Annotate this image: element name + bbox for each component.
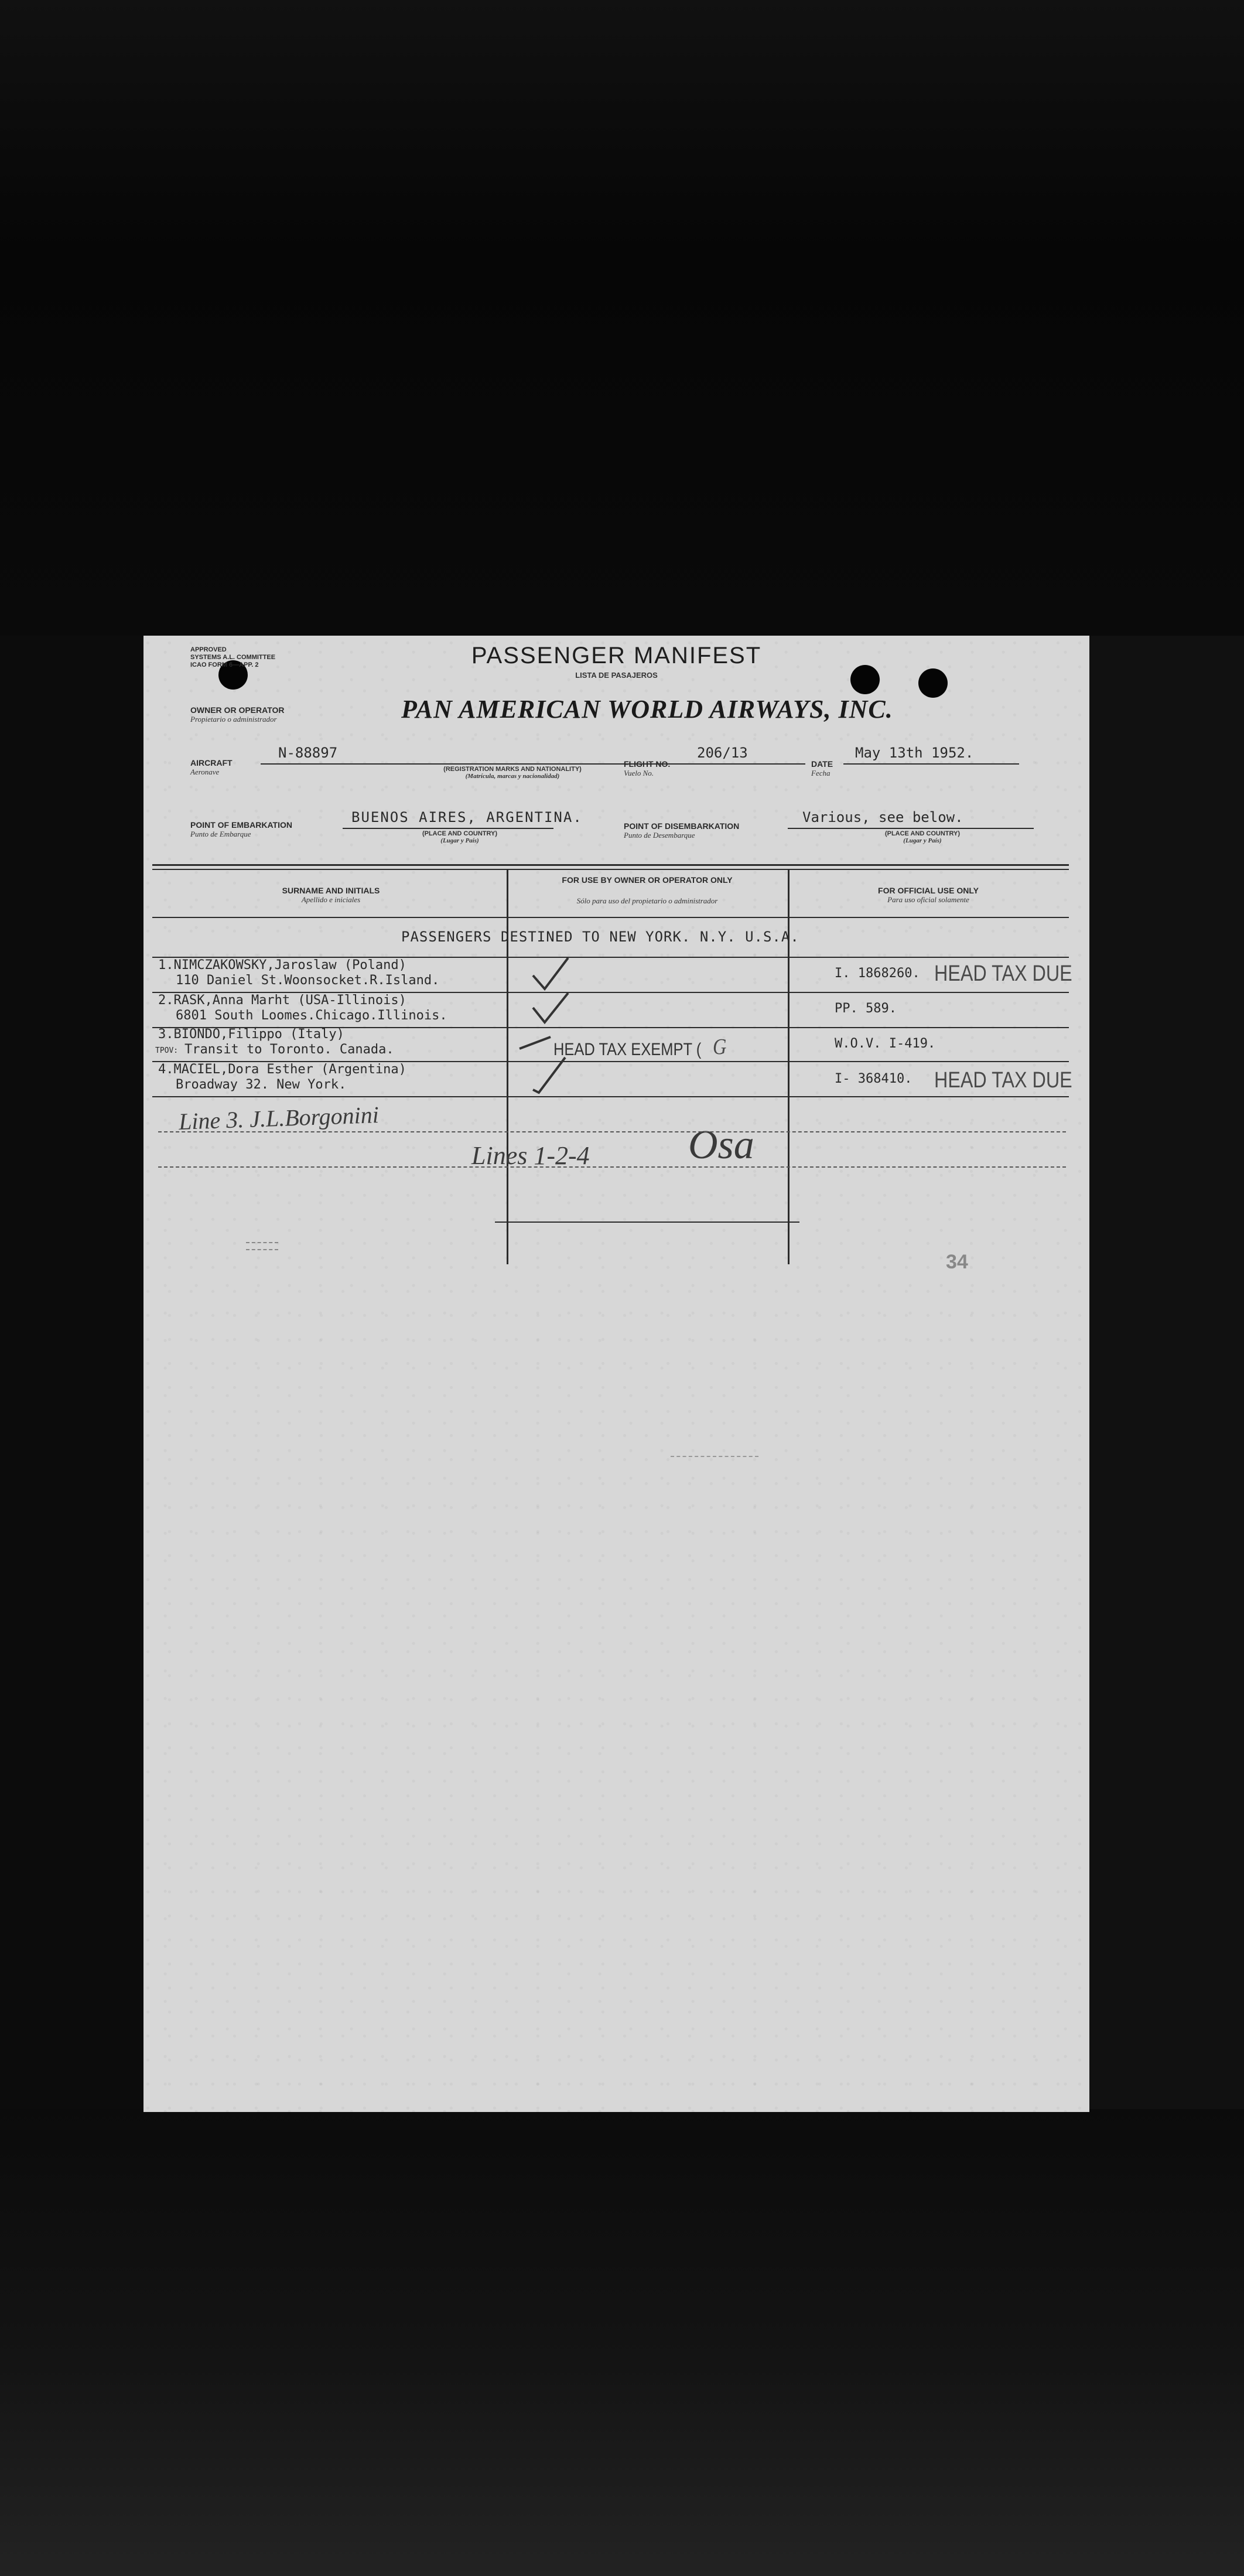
aircraft-value: N-88897 — [278, 745, 338, 761]
destination-line: PASSENGERS DESTINED TO NEW YORK. N.Y. U.S.A. — [401, 929, 799, 945]
col2-header: FOR USE BY OWNER OR OPERATOR ONLY — [562, 875, 733, 885]
field-underline — [343, 828, 553, 829]
aircraft-label: AIRCRAFT — [190, 758, 233, 767]
page-subtitle: LISTA DE PASAJEROS — [575, 671, 658, 680]
passenger-4-official: I- 368410. — [835, 1072, 913, 1086]
header-rule — [152, 917, 1069, 918]
date-label: DATE — [811, 759, 833, 769]
col2-header-es: Sólo para uso del propietario o administrador — [576, 896, 718, 905]
embark-caption-es: (Lugar y País) — [440, 837, 479, 844]
passenger-1-official: I. 1868260. — [835, 966, 920, 981]
scan-artifact — [246, 1242, 278, 1250]
passenger-2-official: PP. 589. — [835, 1001, 897, 1016]
table-top-rule — [152, 869, 1069, 870]
scanner-background-top — [0, 0, 1244, 636]
approval-line: ICAO FORM 6—APP. 2 — [190, 661, 259, 668]
row-rule — [152, 1096, 1069, 1097]
passenger-1-address: 110 Daniel St.Woonsocket.R.Island. — [176, 973, 440, 988]
field-underline — [788, 828, 1034, 829]
field-underline — [688, 763, 805, 765]
scanner-background-left — [0, 636, 143, 2109]
approval-line: SYSTEMS A.L. COMMITTEE — [190, 654, 276, 661]
transit-prefix: TPOV: — [155, 1046, 179, 1055]
head-tax-exempt-stamp: HEAD TAX EXEMPT ( — [553, 1040, 702, 1059]
head-tax-due-stamp: HEAD TAX DUE — [934, 1068, 1072, 1093]
embark-label-es: Punto de Embarque — [190, 830, 251, 838]
flight-value: 206/13 — [697, 745, 748, 761]
passenger-3-address: Transit to Toronto. Canada. — [184, 1042, 394, 1057]
disembark-label-es: Punto de Desembarque — [624, 831, 695, 840]
blank-line — [495, 1222, 799, 1223]
manifest-page — [143, 636, 1089, 2112]
scan-artifact — [671, 1456, 758, 1457]
blank-line — [158, 1131, 1066, 1132]
check-mark-icon — [530, 990, 571, 1031]
field-underline — [843, 763, 1019, 765]
handwritten-note-line3: Line 3. J.L.Borgonini — [178, 1101, 380, 1135]
col1-header-es: Apellido e iniciales — [301, 895, 361, 904]
disembark-caption-es: (Lugar y País) — [903, 837, 942, 844]
punch-hole — [850, 665, 880, 694]
passenger-4-name: 4.MACIEL,Dora Esther (Argentina) — [158, 1062, 406, 1077]
scanner-background-bottom — [0, 2109, 1244, 2576]
exempt-mark: G — [713, 1035, 727, 1059]
check-mark-icon — [527, 1055, 568, 1096]
table-top-rule — [152, 864, 1069, 866]
disembark-label: POINT OF DISEMBARKATION — [624, 821, 740, 831]
passenger-4-address: Broadway 32. New York. — [176, 1077, 347, 1092]
page-number: 34 — [946, 1251, 968, 1273]
passenger-3-official: W.O.V. I-419. — [835, 1036, 936, 1051]
col3-header-es: Para uso oficial solamente — [887, 895, 969, 904]
dash-mark-icon — [518, 1031, 553, 1055]
aircraft-caption-es: (Matrícula, marcas y nacionalidad) — [465, 773, 560, 780]
handwritten-note-lines: Lines 1-2-4 — [471, 1141, 590, 1170]
aircraft-caption: (REGISTRATION MARKS AND NATIONALITY) — [443, 766, 582, 773]
col1-header: SURNAME AND INITIALS — [282, 886, 380, 895]
flight-label-es: Vuelo No. — [624, 769, 654, 777]
handwritten-initials: Osa — [688, 1122, 754, 1168]
disembark-value: Various, see below. — [802, 809, 963, 825]
flight-label: FLIGHT NO. — [624, 759, 671, 769]
page-title: PASSENGER MANIFEST — [471, 643, 762, 668]
date-value: May 13th 1952. — [855, 745, 974, 761]
passenger-3-name: 3.BIONDO,Filippo (Italy) — [158, 1027, 344, 1042]
embark-value: BUENOS AIRES, ARGENTINA. — [351, 809, 583, 825]
date-label-es: Fecha — [811, 769, 831, 777]
embark-caption: (PLACE AND COUNTRY) — [422, 830, 498, 837]
approval-line: APPROVED — [190, 646, 227, 653]
passenger-1-name: 1.NIMCZAKOWSKY,Jaroslaw (Poland) — [158, 958, 406, 973]
owner-label: OWNER OR OPERATOR — [190, 705, 285, 715]
passenger-2-name: 2.RASK,Anna Marht (USA-Illinois) — [158, 993, 406, 1008]
head-tax-due-stamp: HEAD TAX DUE — [934, 961, 1072, 986]
embark-label: POINT OF EMBARKATION — [190, 820, 292, 830]
operator-name: PAN AMERICAN WORLD AIRWAYS, INC. — [401, 695, 893, 724]
passenger-2-address: 6801 South Loomes.Chicago.Illinois. — [176, 1008, 447, 1023]
owner-label-es: Propietario o administrador — [190, 715, 277, 724]
scanner-background-right — [1089, 636, 1244, 2109]
col3-header: FOR OFFICIAL USE ONLY — [878, 886, 979, 895]
blank-line — [158, 1166, 1066, 1168]
aircraft-label-es: Aeronave — [190, 767, 220, 776]
disembark-caption: (PLACE AND COUNTRY) — [884, 830, 961, 837]
